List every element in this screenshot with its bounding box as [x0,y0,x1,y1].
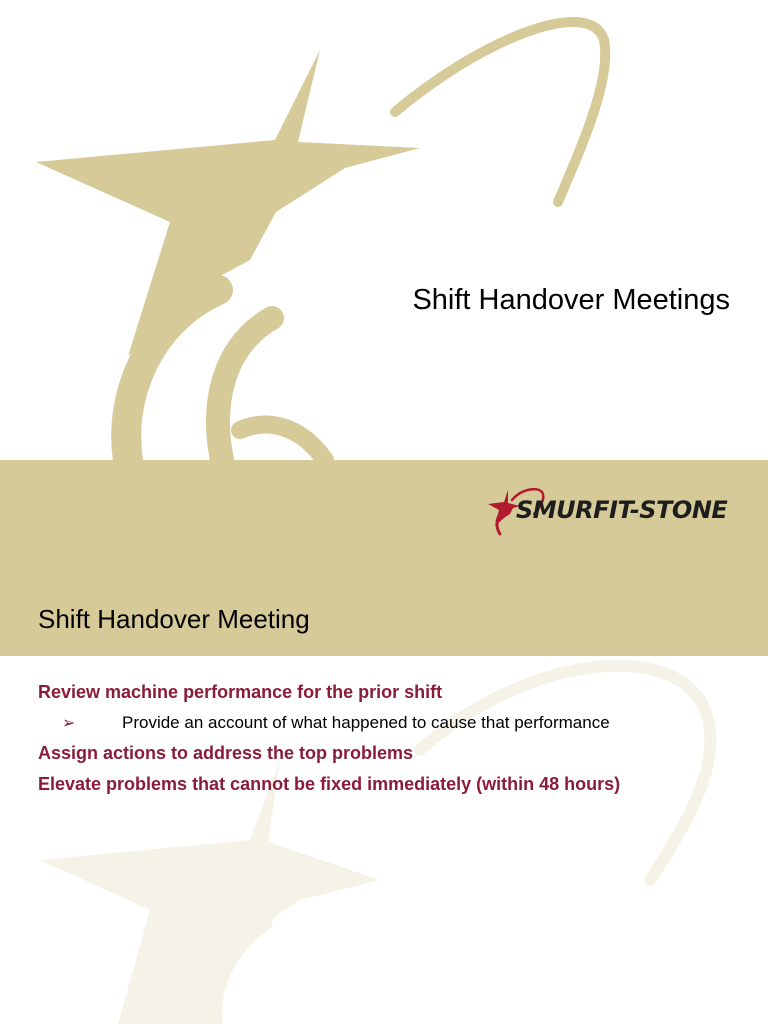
bullet-list [38,682,758,805]
title-slide [0,0,768,460]
star-swoosh-icon [0,0,768,460]
content-slide [0,460,768,1024]
sub-bullet-item [38,713,758,733]
bullet-item: Assign actions to address the top problems [38,743,414,763]
slide-title: Shift Handover Meeting [38,604,310,634]
slide-title: Shift Handover Meetings [412,284,730,316]
bullet-item: Elevate problems that cannot be fixed immediately (within 48 hours) [38,774,621,794]
brand-logo [486,484,738,536]
arrow-bullet-icon: ➢ [62,715,76,732]
header-band [0,460,768,656]
logo-text: SMURFIT-STONE [516,496,728,524]
bullet-item: Review machine performance for the prior shift [38,682,443,702]
sub-bullet-text: Provide an account of what happened to cause that performance [122,713,610,732]
